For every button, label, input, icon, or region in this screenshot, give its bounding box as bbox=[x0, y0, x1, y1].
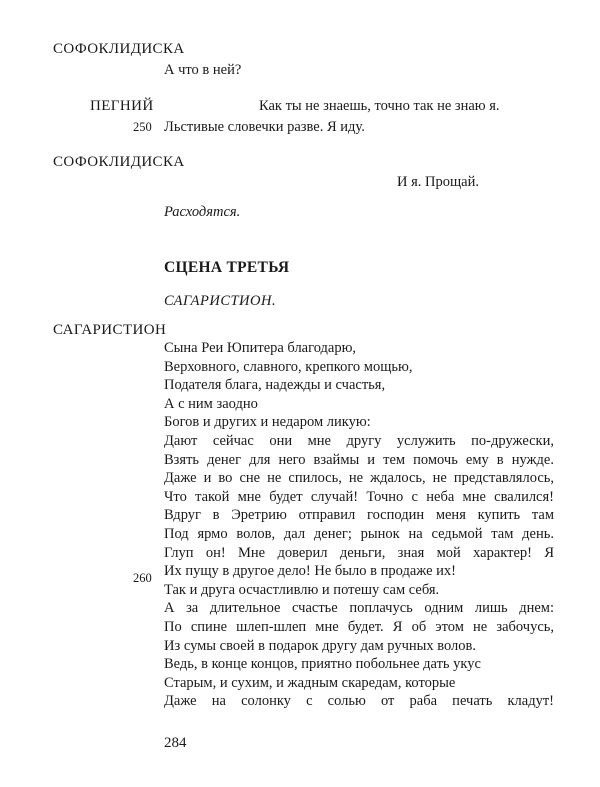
verse-line: Старым, и сухим, и жадным скаредам, которые bbox=[164, 674, 456, 691]
speaker-sofoklidiska-1: СОФОКЛИДИСКА bbox=[53, 41, 185, 57]
verse-line: Глуп он! Мне доверил деньги, зная мой характер! Я bbox=[164, 544, 554, 561]
speaker-sofoklidiska-2: СОФОКЛИДИСКА bbox=[53, 154, 185, 170]
verse-line: Их пущу в другое дело! Не было в продаже их! bbox=[164, 563, 456, 580]
verse-line: Богов и других и недаром ликую: bbox=[164, 414, 371, 431]
scene-title: СЦЕНА ТРЕТЬЯ bbox=[164, 259, 290, 276]
verse-line: Даже и во сне не спилось, не ждалось, не представлялось, bbox=[164, 470, 554, 487]
verse-block bbox=[164, 339, 554, 711]
verse-line: Сына Реи Юпитера благодарю, bbox=[164, 340, 357, 356]
verse-line: А за длительное счастье поплачусь одним лишь днем: bbox=[164, 600, 554, 617]
verse-line: Даже на солонку с солью от раба печать кладут! bbox=[164, 693, 554, 710]
dialogue-line-4: И я. Прощай. bbox=[397, 174, 479, 190]
verse-line: Вдруг в Эретрию отправил господин меня купить там bbox=[164, 507, 554, 524]
line-number-260: 260 bbox=[133, 571, 152, 585]
verse-line: Ведь, в конце концов, приятно побольнее дать укус bbox=[164, 656, 481, 673]
verse-line: А с ним заодно bbox=[164, 395, 258, 412]
verse-line: Под ярмо волов, дал денег; рынок на седьмой там день. bbox=[164, 525, 554, 542]
dialogue-line-3: Льстивые словечки разве. Я иду. bbox=[164, 119, 365, 135]
speaker-sagaristion: САГАРИСТИОН bbox=[53, 322, 167, 338]
dialogue-line-2: Как ты не знаешь, точно так не знаю я. bbox=[259, 98, 500, 114]
verse-line: Верховного, славного, крепкого мощью, bbox=[164, 358, 413, 375]
speaker-pegniy: ПЕГНИЙ bbox=[90, 98, 154, 114]
scene-character: САГАРИСТИОН. bbox=[164, 293, 277, 309]
verse-line: Что такой мне будет случай! Точно с неба мне свалился! bbox=[164, 488, 554, 505]
verse-line: По спине шлеп-шлеп мне будет. Я об этом не забочусь, bbox=[164, 618, 554, 635]
dialogue-line-1: А что в ней? bbox=[164, 62, 242, 78]
verse-line: Так и друга осчастливлю и потешу сам себя. bbox=[164, 581, 440, 598]
page-number: 284 bbox=[164, 735, 187, 751]
verse-line: Взять денег для него взаймы и тем помочь ему в нужде. bbox=[164, 451, 554, 468]
verse-line: Подателя блага, надежды и счастья, bbox=[164, 377, 386, 394]
verse-line: Дают сейчас они мне другу услужить по-дружески, bbox=[164, 432, 554, 449]
stage-direction: Расходятся. bbox=[164, 204, 241, 220]
line-number-250: 250 bbox=[133, 120, 152, 134]
verse-line: Из сумы своей в подарок другу дам ручных волов. bbox=[164, 637, 477, 654]
